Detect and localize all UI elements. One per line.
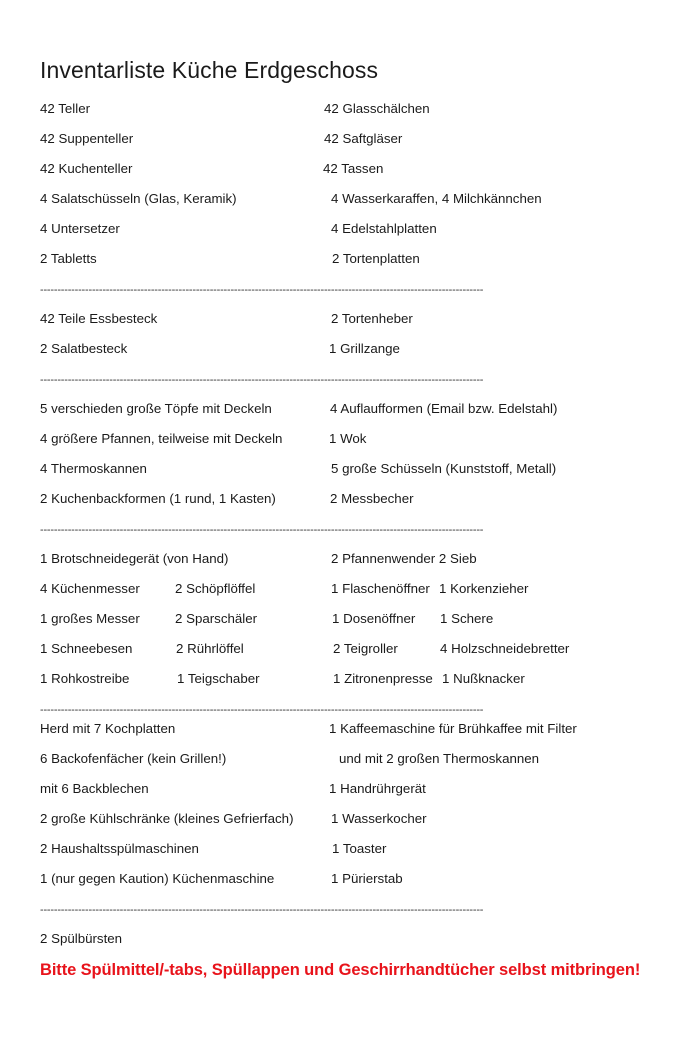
item-col3: 1 Flaschenöffner	[331, 581, 430, 596]
item-left: 42 Teller	[40, 101, 91, 116]
item-col1: 1 Brotschneidegerät (von Hand)	[40, 551, 229, 566]
item-right: 1 Wok	[329, 431, 367, 446]
item-right: 2 Tortenheber	[331, 311, 413, 326]
item-right: 2 Messbecher	[330, 491, 414, 506]
item-right: 1 Pürierstab	[331, 871, 403, 886]
item-col4: 4 Holzschneidebretter	[440, 641, 570, 656]
item-col2: 1 Teigschaber	[177, 671, 260, 686]
item-right: 5 große Schüsseln (Kunststoff, Metall)	[331, 461, 557, 476]
item-right: 2 Tortenplatten	[332, 251, 420, 266]
item-col1: 1 Rohkostreibe	[40, 671, 130, 686]
item-left: 4 größere Pfannen, teilweise mit Deckeln	[40, 431, 283, 446]
item-col4: 1 Korkenzieher	[439, 581, 529, 596]
item-right: 42 Glasschälchen	[324, 101, 430, 116]
section-divider: --------------------------------------------------------------------------------------------------------------------------------	[40, 284, 484, 296]
section-divider: --------------------------------------------------------------------------------------------------------------------------------	[40, 374, 484, 386]
item-right: 42 Tassen	[323, 161, 384, 176]
item-left: 4 Salatschüsseln (Glas, Keramik)	[40, 191, 237, 206]
item-left: 2 Kuchenbackformen (1 rund, 1 Kasten)	[40, 491, 276, 506]
section-divider: --------------------------------------------------------------------------------------------------------------------------------	[40, 524, 484, 536]
item-col3: 2 Pfannenwender 2 Sieb	[331, 551, 477, 566]
item-right: 4 Edelstahlplatten	[331, 221, 437, 236]
item-left: 4 Thermoskannen	[40, 461, 147, 476]
bring-own-supplies-note: Bitte Spülmittel/-tabs, Spüllappen und Geschirrhandtücher selbst mitbringen!	[40, 961, 641, 979]
item-left: 1 (nur gegen Kaution) Küchenmaschine	[40, 871, 275, 886]
item-right: 1 Wasserkocher	[331, 811, 427, 826]
item-left: 2 Haushaltsspülmaschinen	[40, 841, 199, 856]
item-right: 4 Auflaufformen (Email bzw. Edelstahl)	[330, 401, 558, 416]
section-divider: --------------------------------------------------------------------------------------------------------------------------------	[40, 904, 484, 916]
item-col2: 2 Schöpflöffel	[175, 581, 256, 596]
item-right: 42 Saftgläser	[324, 131, 403, 146]
item-left: 2 Tabletts	[40, 251, 97, 266]
document-title: Inventarliste Küche Erdgeschoss	[40, 57, 379, 83]
item-col1: 1 großes Messer	[40, 611, 140, 626]
item-left: 2 Salatbesteck	[40, 341, 128, 356]
item-right: 1 Handrührgerät	[329, 781, 426, 796]
item-left: 5 verschieden große Töpfe mit Deckeln	[40, 401, 272, 416]
item-left: 2 Spülbürsten	[40, 931, 123, 946]
item-left: 6 Backofenfächer (kein Grillen!)	[40, 751, 227, 766]
item-col4: 1 Schere	[440, 611, 494, 626]
item-right: 1 Kaffeemaschine für Brühkaffee mit Filter	[329, 721, 577, 736]
item-left: 2 große Kühlschränke (kleines Gefrierfach)	[40, 811, 294, 826]
item-col3: 1 Zitronenpresse	[333, 671, 433, 686]
item-col2: 2 Rührlöffel	[176, 641, 244, 656]
item-right: 4 Wasserkaraffen, 4 Milchkännchen	[331, 191, 542, 206]
item-left: Herd mit 7 Kochplatten	[40, 721, 176, 736]
item-left: mit 6 Backblechen	[40, 781, 149, 796]
section-divider: --------------------------------------------------------------------------------------------------------------------------------	[40, 704, 484, 716]
item-col2: 2 Sparschäler	[175, 611, 258, 626]
item-col4: 1 Nußknacker	[442, 671, 525, 686]
item-col1: 1 Schneebesen	[40, 641, 133, 656]
item-col3: 1 Dosenöffner	[332, 611, 416, 626]
item-col1: 4 Küchenmesser	[40, 581, 140, 596]
item-left: 4 Untersetzer	[40, 221, 120, 236]
item-left: 42 Suppenteller	[40, 131, 134, 146]
item-right: 1 Toaster	[332, 841, 387, 856]
item-left: 42 Teile Essbesteck	[40, 311, 158, 326]
item-right: 1 Grillzange	[329, 341, 400, 356]
item-col3: 2 Teigroller	[333, 641, 398, 656]
item-right: und mit 2 großen Thermoskannen	[339, 751, 540, 766]
item-left: 42 Kuchenteller	[40, 161, 133, 176]
